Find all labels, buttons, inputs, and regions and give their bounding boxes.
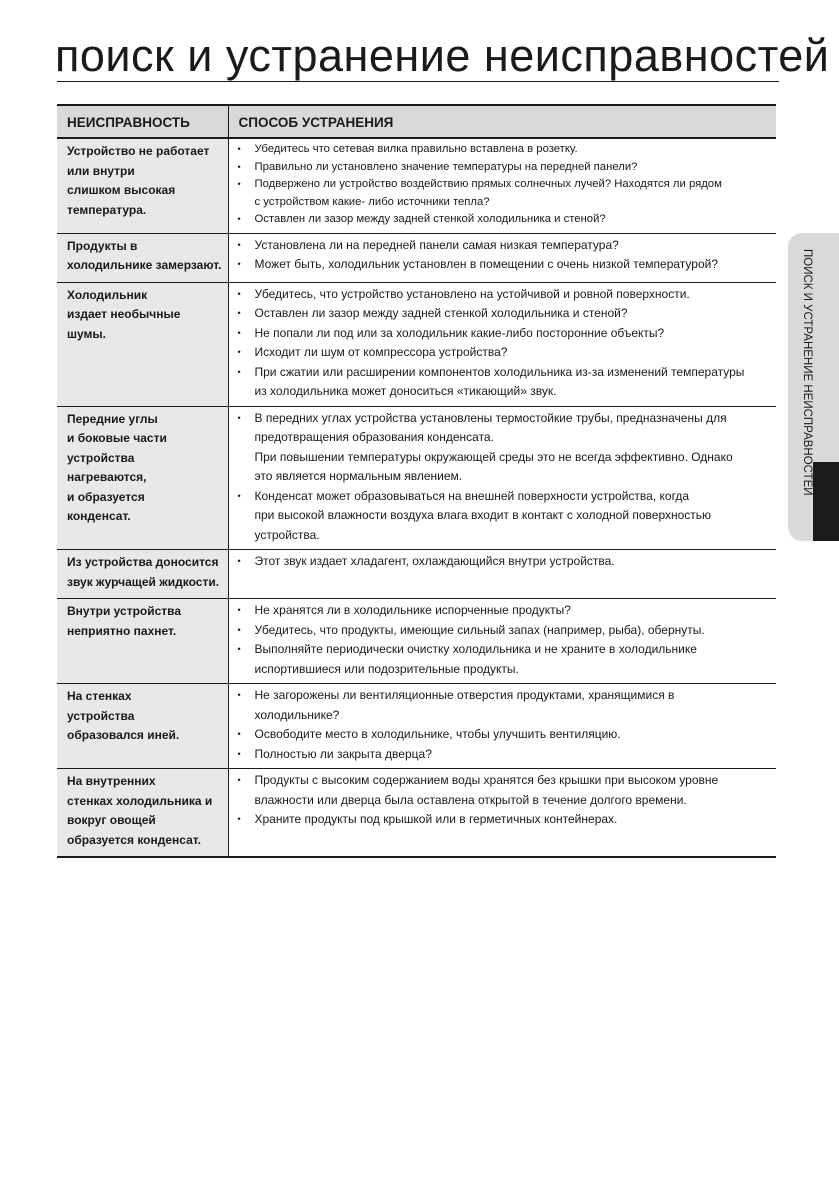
issue-line: устройства [67,708,135,723]
solution-bullet: • При сжатии или расширении компонентов холодильника из-за изменений температуры [237,363,773,383]
issue-line: образовался иней. [67,728,180,742]
solution-bullet: • Убедитесь, что продукты, имеющие сильный запах (например, рыба), обернуты. [237,621,773,641]
solution-bullet: • Храните продукты под крышкой или в герметичных контейнерах. [237,810,773,830]
table-row [57,138,776,233]
issue-cell [57,769,228,858]
issue-cell [57,233,228,282]
issue-line: нагреваются, [67,470,147,484]
solution-bullet: • В передних углах устройства установлены термостойкие трубы, предназначены для [237,409,773,429]
solution-cell [228,282,776,406]
solution-bullet: • Выполняйте периодически очистку холодильника и не храните в холодильнике [237,640,773,660]
issue-line: Передние углы [67,411,158,426]
solution-line: при высокой влажности воздуха влага входит в контакт с холодной поверхностью [254,508,712,522]
issue-line: Внутри устройства [67,604,182,618]
solution-bullet: • Не загорожены ли вентиляционные отверстия продуктами, хранящимися в [237,686,773,706]
issue-line: Продукты в [67,238,138,253]
solution-line: устройства. [254,527,320,542]
issue-line: Холодильник [67,287,148,302]
issue-line: холодильнике замерзают. [67,258,222,272]
issue-line: стенках холодильника и [67,793,213,808]
solution-line: влажности или дверца была оставлена открытой в течение долгого времени. [254,792,687,807]
issue-line: образуется конденсат. [67,832,201,847]
solution-bullet: • Правильно ли установлено значение температуры на передней панели? [237,159,773,177]
solution-cell [228,769,776,858]
issue-line: вокруг овощей [67,813,156,827]
issue-cell [57,684,228,769]
solution-bullet: • Исходит ли шум от компрессора устройства? [237,343,773,363]
issue-line: звук журчащей жидкости. [67,574,220,589]
table-row [57,550,776,599]
solution-bullet: • Не хранятся ли в холодильнике испорченные продукты? [237,601,773,621]
issue-line: устройства [67,450,135,465]
issue-line: На стенках [67,689,132,703]
solution-line: это является нормальным явлением. [254,469,463,483]
solution-bullet: • Этот звук издает хладагент, охлаждающийся внутри устройства. [237,552,773,572]
solution-bullet: • Может быть, холодильник установлен в помещении с очень низкой температурой? [237,255,773,275]
solution-bullet: • Не попали ли под или за холодильник какие-либо посторонние объекты? [237,324,773,344]
side-tab-label: ПОИСК И УСТРАНЕНИЕ НЕИСПРАВНОСТЕЙ [801,249,813,496]
solution-bullet: • Полностью ли закрыта дверца? [237,745,773,765]
column-header-solution: СПОСОБ УСТРАНЕНИЯ [228,105,776,138]
solution-line: холодильнике? [254,707,340,722]
table-header-row [57,105,776,138]
page-title: поиск и устранение неисправностей [55,30,830,81]
solution-bullet: • Убедитесь что сетевая вилка правильно вставлена в розетку. [237,141,773,159]
solution-cell [228,684,776,769]
solution-bullet: • Конденсат может образовываться на внешней поверхности устройства, когда [237,487,773,507]
solution-bullet: • Оставлен ли зазор между задней стенкой холодильника и стеной? [237,211,773,229]
issue-line: температура. [67,202,147,217]
issue-line: конденсат. [67,509,131,523]
table-row [57,282,776,406]
solution-cell [228,550,776,599]
table-row [57,684,776,769]
issue-cell [57,599,228,684]
solution-bullet: • Убедитесь, что устройство установлено на устойчивой и ровной поверхности. [237,285,773,305]
table-row [57,233,776,282]
issue-cell [57,406,228,550]
solution-bullet: • Установлена ли на передней панели самая низкая температура? [237,236,773,256]
issue-line: неприятно пахнет. [67,623,177,638]
issue-line: слишком высокая [67,183,176,197]
issue-cell [57,282,228,406]
solution-line: из холодильника может доноситься «тикающий» звук. [254,384,557,398]
solution-bullet: • Оставлен ли зазор между задней стенкой холодильника и стеной? [237,304,773,324]
solution-line: предотвращения образования конденсата. [254,430,494,444]
table-row [57,599,776,684]
issue-cell [57,138,228,233]
issue-line: шумы. [67,326,106,341]
troubleshooting-table [57,104,776,858]
issue-line: На внутренних [67,774,156,788]
issue-line: и образуется [67,489,145,504]
solution-cell [228,138,776,233]
title-underline [57,81,779,82]
solution-line: испортившиеся или подозрительные продукты. [254,661,519,676]
table-row [57,406,776,550]
solution-cell [228,406,776,550]
issue-line: издает необычные [67,307,181,321]
issue-line: и боковые части [67,431,167,445]
table-row [57,769,776,858]
solution-bullet: • Продукты с высоким содержанием воды хранятся без крышки при высоком уровне [237,771,773,791]
column-header-issue: НЕИСПРАВНОСТЬ [57,105,228,138]
solution-line: с устройством какие- либо источники тепла? [254,195,490,208]
issue-line: Из устройства доносится [67,555,219,569]
solution-bullet: • Освободите место в холодильнике, чтобы улучшить вентиляцию. [237,725,773,745]
issue-line: или внутри [67,163,135,178]
solution-cell [228,599,776,684]
solution-line: При повышении температуры окружающей среды это не всегда эффективно. Однако [254,449,733,464]
issue-cell [57,550,228,599]
issue-line: Устройство не работает [67,144,210,158]
solution-cell [228,233,776,282]
side-tab-marker [813,462,839,541]
solution-bullet: • Подвержено ли устройство воздействию прямых солнечных лучей? Находятся ли рядом [237,176,773,194]
